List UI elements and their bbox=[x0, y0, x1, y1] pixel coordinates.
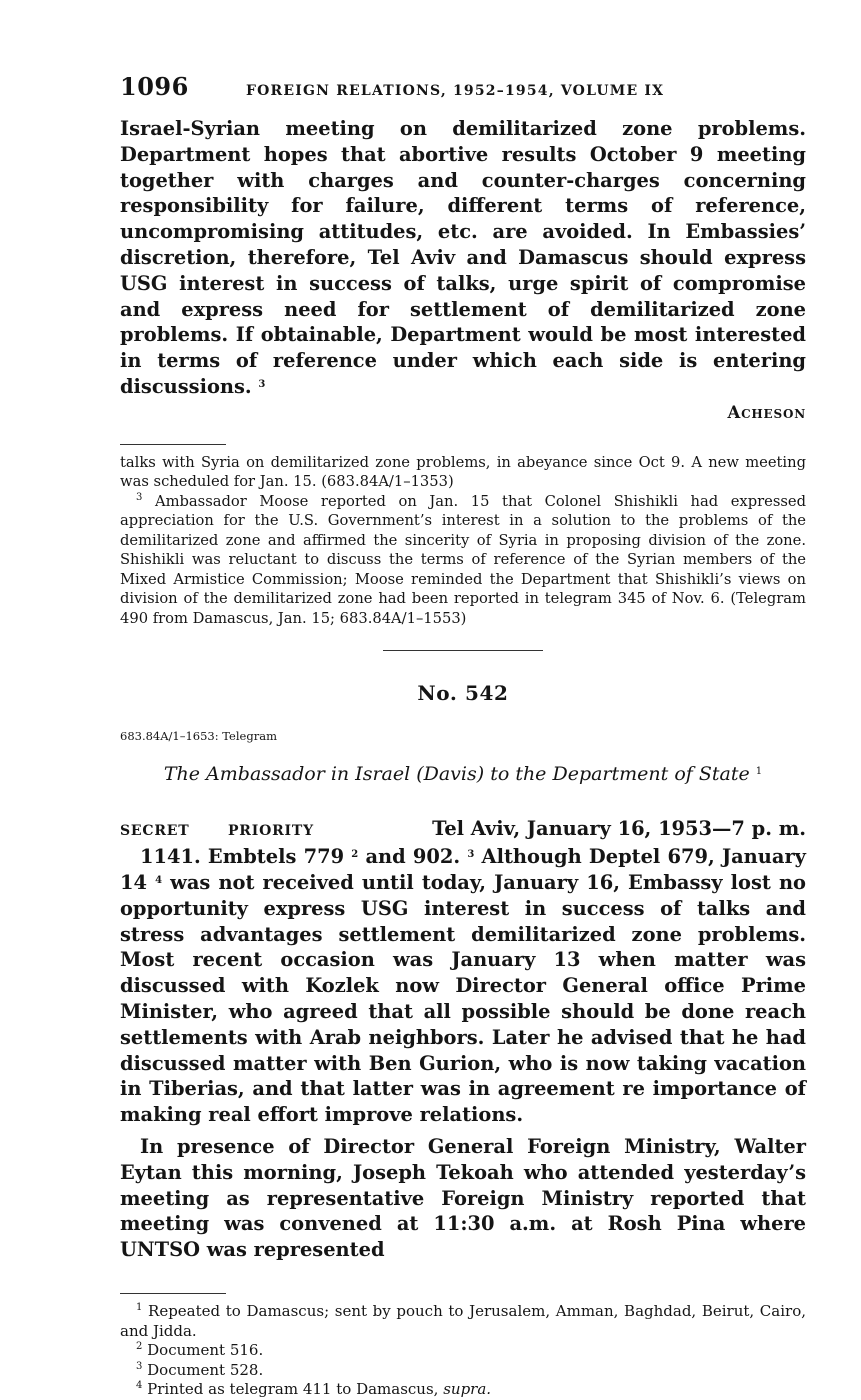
footnote-marker: 3 bbox=[467, 849, 475, 861]
telegram-paragraph-2: In presence of Director General Foreign Ministry, Walter Eytan this morning, Joseph Tekoah who attended yesterday’s meeting as representative Foreign Ministry reported that meeting was convened at 11:30 a.m. at Rosh Pina where UNTSO was represented bbox=[120, 1135, 806, 1262]
footnote-2 bbox=[120, 1341, 806, 1361]
place-date: Tel Aviv, January 16, 1953—7 p. m. bbox=[432, 817, 806, 841]
page-header bbox=[120, 72, 806, 104]
footnote-text: Document 516. bbox=[147, 1341, 264, 1360]
signature-name: Acheson bbox=[727, 402, 806, 422]
document-page bbox=[120, 72, 806, 1400]
footnote-3 bbox=[120, 492, 806, 629]
previous-document-paragraph bbox=[120, 116, 806, 400]
section-divider bbox=[383, 650, 543, 651]
footnote-4 bbox=[120, 1380, 806, 1400]
paragraph-text: and 902. bbox=[365, 845, 461, 869]
footnote-divider bbox=[120, 1293, 226, 1294]
running-head: FOREIGN RELATIONS, 1952–1954, VOLUME IX bbox=[246, 83, 665, 99]
signature bbox=[120, 400, 806, 426]
paragraph-text: Although Deptel 679, January 14 bbox=[120, 845, 806, 895]
footnote-marker: 3 bbox=[136, 491, 143, 503]
telegram-paragraph-1 bbox=[120, 844, 806, 1128]
footnote-text: Printed as telegram 411 to Damascus, bbox=[147, 1380, 439, 1399]
footnote-marker: 3 bbox=[258, 378, 266, 390]
footnote-text: Document 528. bbox=[147, 1360, 264, 1379]
footnote-text: Ambassador Moose reported on Jan. 15 that Colonel Shishikli had expressed appreciation for the U.S. Government’s interest in a solution to the problems of the demilitarized zone and affirmed the sincerity of Syria in proposing division of the zone. Shishikli was reluctant to discuss the terms of reference of the Syrian members of the Mixed Armistice Commission; Moose reminded the Department that Shishikli’s views on division of the demilitarized zone had been reported in telegram 345 of Nov. 6. (Telegram 490 from Damascus, Jan. 15; 683.84A/1–1553) bbox=[120, 492, 807, 627]
footnote-marker: 2 bbox=[351, 849, 359, 861]
file-reference: 683.84A/1–1653: Telegram bbox=[120, 729, 277, 744]
footnote-marker: 2 bbox=[136, 1341, 143, 1353]
footnote-1 bbox=[120, 1302, 806, 1341]
telegram-meta bbox=[120, 817, 806, 840]
title-text: The Ambassador in Israel (Davis) to the Department of State bbox=[163, 763, 750, 786]
paragraph-text: was not received until today, January 16, Embassy lost no opportunity express USG interest in success of talks and stress advantages settlement demilitarized zone problems. Most recent occasion was January 13 when matter was discussed with Kozlek now Director General office Prime Minister, who agreed that all possible should be done reach settlements with Arab neighbors. Later he advised that he had discussed matter with Ben Gurion, who is now taking vacation in Tiberias, and that latter was in agreement re importance of making real effort improve relations. bbox=[120, 871, 806, 1127]
footnote-marker: 1 bbox=[136, 1302, 143, 1314]
footnote-divider bbox=[120, 444, 226, 445]
page-number: 1096 bbox=[120, 72, 189, 101]
document-title bbox=[120, 763, 806, 785]
footnote-marker: 3 bbox=[136, 1360, 143, 1372]
footnote-italic: supra. bbox=[443, 1380, 492, 1399]
footnote-marker: 4 bbox=[136, 1380, 143, 1392]
footnote-marker: 1 bbox=[755, 766, 763, 778]
footnote-3-doc bbox=[120, 1361, 806, 1381]
priority-label: PRIORITY bbox=[227, 823, 314, 840]
footnote-continued: talks with Syria on demilitarized zone problems, in abeyance since Oct 9. A new meeting was scheduled for Jan. 15. (683.84A/1–1353) bbox=[120, 453, 806, 491]
classification-label: SECRET bbox=[120, 823, 190, 840]
footnote-marker: 4 bbox=[155, 875, 163, 887]
paragraph-text: 1141. Embtels 779 bbox=[140, 845, 345, 869]
footnote-text: Repeated to Damascus; sent by pouch to Jerusalem, Amman, Baghdad, Beirut, Cairo, and Jidda. bbox=[120, 1302, 806, 1340]
document-number: No. 542 bbox=[417, 681, 509, 706]
paragraph-text: Israel-Syrian meeting on demilitarized zone problems. Department hopes that abortive results October 9 meeting together with charges and counter-charges concerning responsibility for failure, different terms of reference, uncompromising attitudes, etc. are avoided. In Embassies’ discretion, therefore, Tel Aviv and Damascus should express USG interest in success of talks, urge spirit of compromise and express need for settlement of demilitarized zone problems. If obtainable, Department would be most interested in terms of reference under which each side is entering discussions. bbox=[120, 117, 806, 398]
